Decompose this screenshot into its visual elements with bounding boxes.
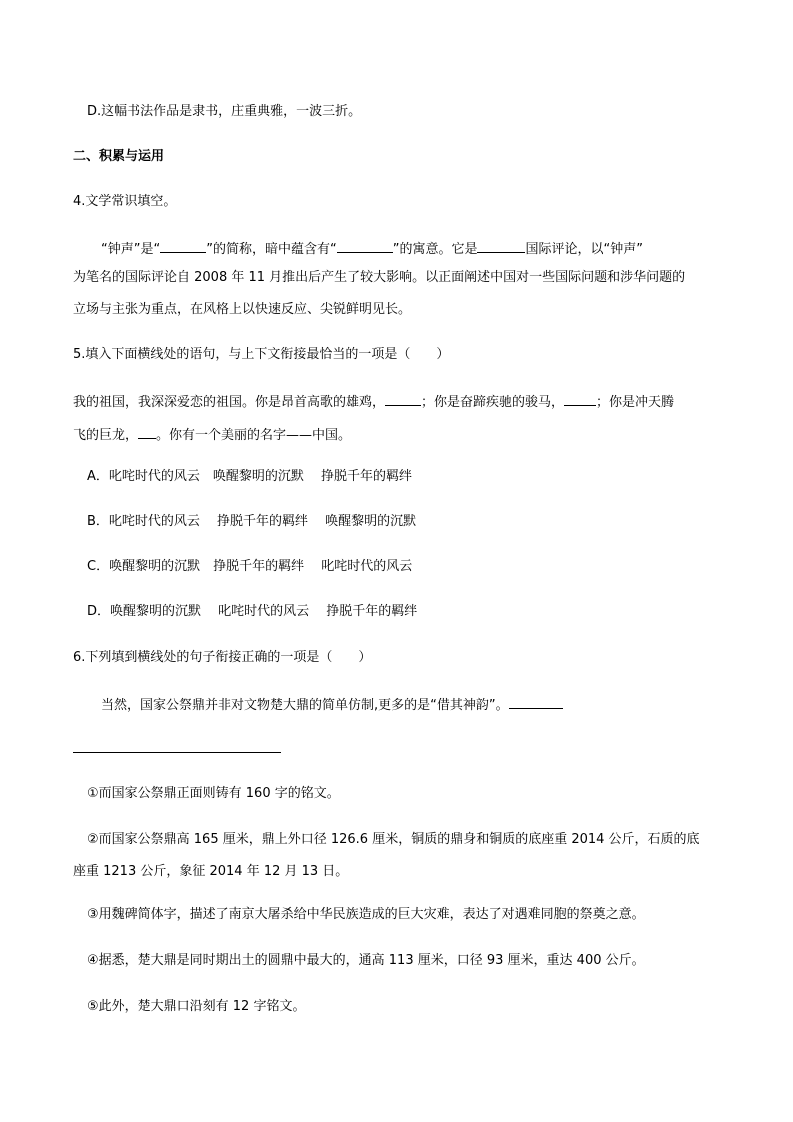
q6-title: 6.下列填到横线处的句子衔接正确的一项是（ ） — [73, 650, 372, 665]
q5-title: 5.填入下面横线处的语句，与上下文衔接最恰当的一项是（ ） — [73, 347, 450, 362]
q4-paragraph-line-1 — [101, 238, 643, 260]
q4-text-seg-4: 国际评论，以“钟声” — [525, 242, 643, 257]
q5-text-seg-3: ；你是冲天腾 — [596, 395, 675, 410]
q6-item-5: ⑤此外，楚大鼎口沿刻有 12 字铭文。 — [87, 999, 306, 1014]
q6-item-2: ②而国家公祭鼎高 165 厘米，鼎上外口径 126.6 厘米，铜质的鼎身和铜质的底座重 2014 公斤，石质的底 — [87, 832, 700, 847]
q4-text-seg-2: ”的简称，暗中蕴含有“ — [206, 242, 337, 257]
q5-option-d[interactable]: D．唤醒黎明的沉默 叱咤时代的风云 挣脱千年的羁绊 — [87, 604, 418, 619]
q5-passage-line-2 — [73, 424, 351, 446]
q6-item-3: ③用魏碑简体字，描述了南京大屠杀给中华民族造成的巨大灾难，表达了对遇难同胞的祭奠之意。 — [87, 907, 645, 922]
q6-item-2-continued: 座重 1213 公斤，象征 2014 年 12 月 13 日。 — [73, 864, 349, 879]
q4-blank-2[interactable] — [337, 238, 393, 253]
q5-option-a[interactable]: A．叱咤时代的风云 唤醒黎明的沉默 挣脱千年的羁绊 — [87, 469, 413, 484]
q4-blank-3[interactable] — [477, 238, 525, 253]
q6-blank[interactable] — [509, 694, 563, 709]
q5-text-seg-4: 飞的巨龙， — [73, 428, 139, 443]
q5-blank-1[interactable] — [385, 391, 421, 406]
q5-blank-2[interactable] — [564, 391, 596, 406]
q4-blank-1[interactable] — [160, 238, 206, 253]
q5-option-c[interactable]: C．唤醒黎明的沉默 挣脱千年的羁绊 叱咤时代的风云 — [87, 559, 413, 574]
q4-text-seg-3: ”的寓意。它是 — [392, 242, 478, 257]
q4-paragraph-line-3: 立场与主张为重点，在风格上以快速反应、尖锐鲜明见长。 — [73, 302, 412, 317]
q5-text-seg-5: 。你有一个美丽的名字——中国。 — [156, 428, 352, 443]
q5-option-b[interactable]: B．叱咤时代的风云 挣脱千年的羁绊 唤醒黎明的沉默 — [87, 514, 417, 529]
q6-lead-sentence — [101, 694, 563, 716]
q6-item-1: ①而国家公祭鼎正面则铸有 160 字的铭文。 — [87, 786, 340, 801]
q5-text-seg-1: 我的祖国，我深深爱恋的祖国。你是昂首高歌的雄鸡， — [73, 395, 386, 410]
q5-blank-3[interactable] — [138, 424, 156, 439]
q4-title: 4.文学常识填空。 — [73, 194, 177, 209]
q6-item-4: ④据悉，楚大鼎是同时期出土的圆鼎中最大的，通高 113 厘米，口径 93 厘米，重达 400 公斤。 — [87, 953, 645, 968]
q4-text-seg-1: “钟声”是“ — [101, 242, 161, 257]
q5-text-seg-2: ；你是奋蹄疾驰的骏马， — [421, 395, 565, 410]
prev-option-d: D.这幅书法作品是隶书，庄重典雅，一波三折。 — [87, 104, 362, 119]
q6-lead-text: 当然，国家公祭鼎并非对文物楚大鼎的简单仿制,更多的是“借其神韵”。 — [101, 698, 509, 713]
divider-line — [73, 752, 281, 753]
q4-paragraph-line-2: 为笔名的国际评论自 2008 年 11 月推出后产生了较大影响。以正面阐述中国对一些国际问题和涉华问题的 — [73, 270, 686, 285]
section-title: 二、积累与运用 — [73, 149, 165, 164]
q5-passage-line-1 — [73, 391, 674, 413]
